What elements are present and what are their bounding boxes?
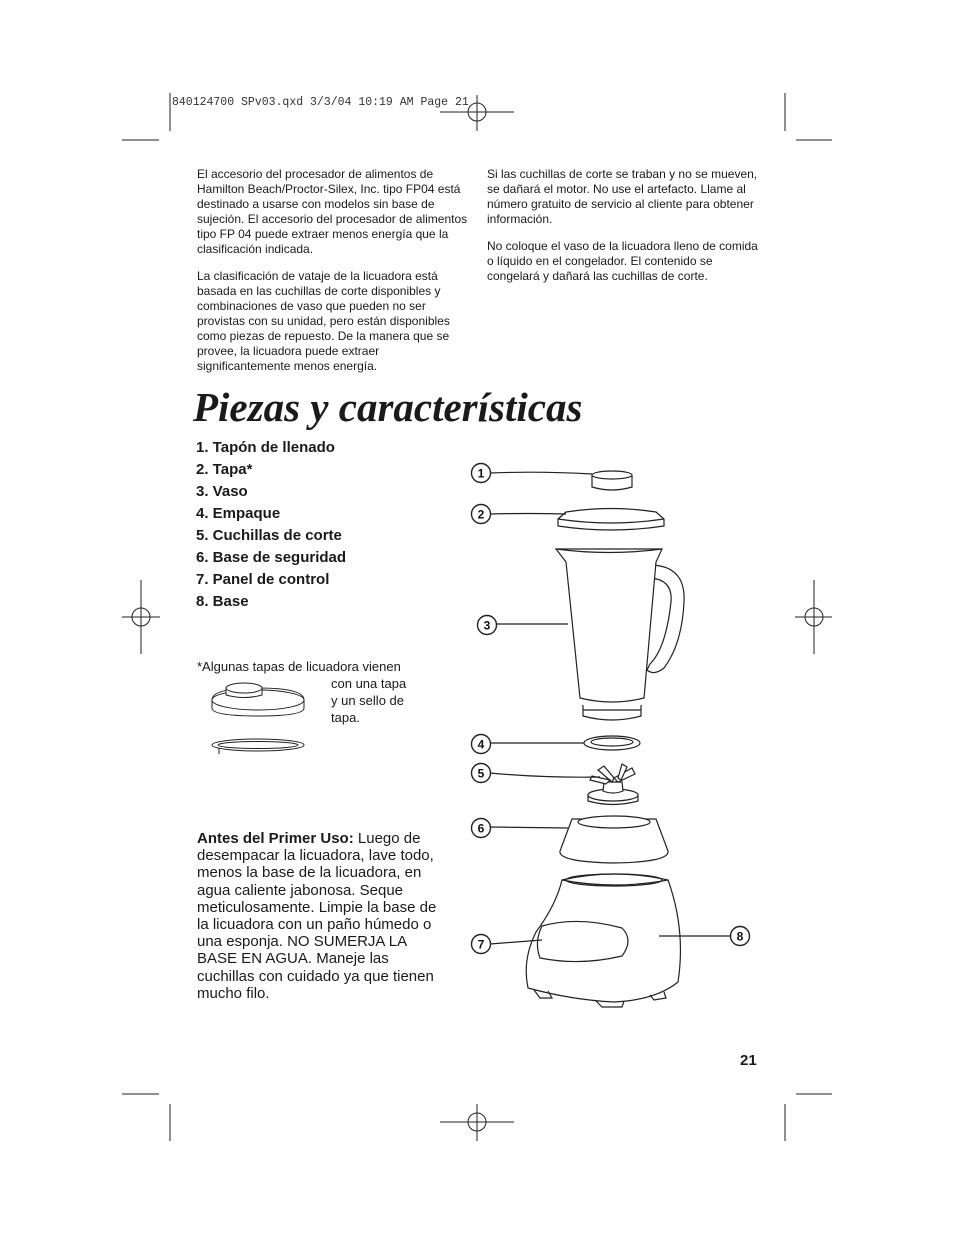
callout-1: 1 <box>477 466 485 481</box>
lid-note-line: y un sello de <box>331 693 404 708</box>
parts-list-item: 3. Vaso <box>196 483 248 500</box>
lid-with-seal-illustration <box>212 683 304 754</box>
before-first-use-body: Luego de desempacar la licuadora, lave todo, menos la base de la licuadora, en agua caliente jabonosa. Seque meticulosamente. Limpie la base de la licuadora con un paño húmedo o una esponja. NO SUMERJA LA BASE EN AGUA. Maneje las cuchillas con cuidado ya que tienen mucho filo. <box>197 830 437 1002</box>
registration-mark-top <box>440 95 514 131</box>
lid-note-line: con una tapa <box>331 676 407 691</box>
callout-8: 8 <box>736 929 744 944</box>
before-first-use-heading: Antes del Primer Uso: <box>197 830 354 847</box>
leader-2 <box>490 514 566 515</box>
lid-seal-inner <box>218 742 298 749</box>
callout-5: 5 <box>477 766 485 781</box>
parts-list <box>196 437 346 613</box>
callout-7: 7 <box>477 937 485 952</box>
registration-mark-right <box>795 580 832 654</box>
lid-note-line: tapa. <box>331 710 360 725</box>
before-first-use-paragraph <box>197 830 447 1002</box>
leader-6 <box>490 827 568 828</box>
lid-note-line: *Algunas tapas de licuadora vienen <box>197 659 401 674</box>
parts-list-item: 7. Panel de control <box>196 571 330 588</box>
callout-2: 2 <box>477 507 485 522</box>
gasket-drawing <box>584 736 640 750</box>
callout-4: 4 <box>477 737 485 752</box>
control-panel-drawing <box>537 921 628 961</box>
intro-left-column <box>197 167 469 386</box>
parts-list-item: 8. Base <box>196 593 249 610</box>
intro-paragraph: Si las cuchillas de corte se traban y no se mueven, se dañará el motor. No use el artefacto. Llame al número gratuito de servicio al cliente para obtener información. <box>487 167 758 226</box>
parts-list-item: 4. Empaque <box>196 505 281 522</box>
fill-cap-drawing <box>592 471 632 490</box>
leader-1 <box>490 472 592 474</box>
parts-list-item: 5. Cuchillas de corte <box>196 527 342 544</box>
callout-3: 3 <box>483 618 491 633</box>
intro-paragraph: La clasificación de vataje de la licuadora está basada en las cuchillas de corte disponibles y combinaciones de vaso que pueden no ser provistas con su unidad, pero están disponibles como piezas de repuesto. De la manera que se provee, la licuadora puede extraer significantemente menos energía. <box>197 269 450 373</box>
motor-base-drawing <box>526 874 680 1007</box>
intro-paragraph: El accesorio del procesador de alimentos de Hamilton Beach/Proctor-Silex, Inc. tipo FP04 está destinado a usarse con modelos sin base de sujeción. El accesorio del procesador de alimentos tipo FP 04 puede extraer menos energía que la clasificación indicada. <box>197 167 468 256</box>
intro-paragraph: No coloque el vaso de la licuadora lleno de comida o líquido en el congelador. El contenido se congelará y dañará las cuchillas de corte. <box>487 239 758 283</box>
callout-6: 6 <box>477 821 485 836</box>
jar-drawing <box>556 549 684 720</box>
parts-list-item: 2. Tapa* <box>196 461 253 478</box>
section-title: Piezas y características <box>193 384 583 430</box>
registration-mark-left <box>122 580 160 654</box>
intro-right-column <box>487 167 759 296</box>
blades-drawing <box>588 764 638 805</box>
lid-drawing <box>558 509 664 531</box>
parts-list-item: 1. Tapón de llenado <box>196 439 335 456</box>
blender-diagram <box>526 471 684 1007</box>
page-number: 21 <box>740 1052 757 1069</box>
lid-cap-top <box>226 683 262 693</box>
printer-slug: 840124700 SPv03.qxd 3/3/04 10:19 AM Page 21 <box>172 96 469 109</box>
leader-5 <box>490 773 600 777</box>
parts-list-item: 6. Base de seguridad <box>196 549 347 566</box>
safety-base-drawing <box>560 816 668 863</box>
registration-mark-bottom <box>440 1104 514 1141</box>
